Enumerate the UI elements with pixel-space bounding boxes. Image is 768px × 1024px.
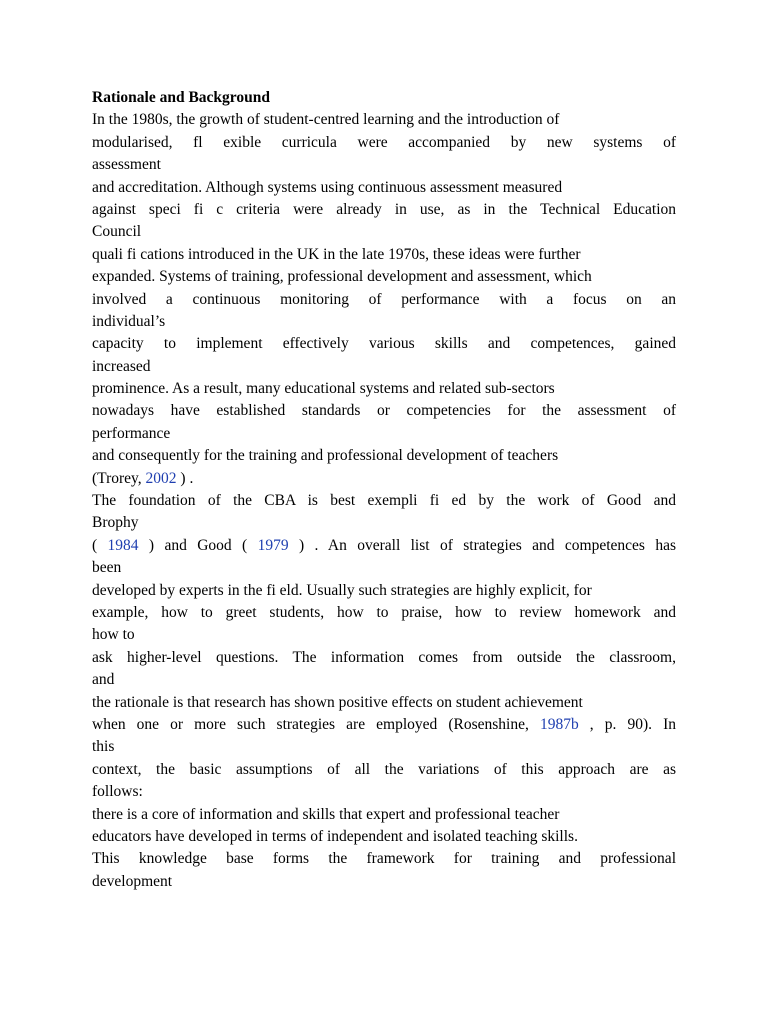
text-segment: educators have developed in terms of independent and isolated teaching skills. bbox=[92, 827, 578, 845]
document-body bbox=[92, 109, 676, 893]
text-line bbox=[92, 871, 676, 893]
citation-link[interactable]: 1979 bbox=[257, 536, 289, 554]
text-segment: This knowledge base forms the framework for training and professional bbox=[92, 850, 676, 868]
text-line bbox=[92, 781, 676, 803]
text-segment: this bbox=[92, 738, 115, 756]
text-segment: (Trorey, bbox=[92, 469, 146, 487]
text-line bbox=[92, 109, 676, 131]
text-line bbox=[92, 445, 676, 467]
text-line bbox=[92, 132, 676, 154]
text-segment: and consequently for the training and professional development of teachers bbox=[92, 447, 559, 465]
section-title: Rationale and Background bbox=[92, 89, 271, 106]
text-line bbox=[92, 244, 676, 266]
text-segment: Brophy bbox=[92, 514, 139, 532]
text-segment: expanded. Systems of training, professional development and assessment, which bbox=[92, 268, 592, 286]
text-segment: development bbox=[92, 872, 173, 890]
text-segment: been bbox=[92, 559, 122, 577]
text-line bbox=[92, 602, 676, 624]
text-line bbox=[92, 423, 676, 445]
text-line bbox=[92, 804, 676, 826]
text-segment: ) and Good ( bbox=[138, 536, 258, 554]
text-line bbox=[92, 714, 676, 736]
text-segment: ( bbox=[92, 536, 108, 554]
text-line bbox=[92, 400, 676, 422]
text-line bbox=[92, 356, 676, 378]
text-segment: there is a core of information and skills that expert and professional teacher bbox=[92, 805, 560, 823]
text-segment: the rationale is that research has shown positive effects on student achievement bbox=[92, 693, 583, 711]
text-line bbox=[92, 669, 676, 691]
text-line bbox=[92, 311, 676, 333]
text-line bbox=[92, 647, 676, 669]
text-segment: quali fi cations introduced in the UK in the late 1970s, these ideas were further bbox=[92, 245, 581, 263]
text-line bbox=[92, 266, 676, 288]
text-segment: individual’s bbox=[92, 312, 166, 330]
text-line bbox=[92, 826, 676, 848]
text-segment: when one or more such strategies are employed (Rosenshine, bbox=[92, 715, 540, 733]
text-segment: modularised, fl exible curricula were accompanied by new systems of bbox=[92, 133, 676, 151]
text-segment: example, how to greet students, how to praise, how to review homework and bbox=[92, 603, 676, 621]
text-line bbox=[92, 736, 676, 758]
text-segment: prominence. As a result, many educational systems and related sub-sectors bbox=[92, 380, 555, 398]
citation-link[interactable]: 2002 bbox=[145, 469, 177, 487]
text-line bbox=[92, 199, 676, 221]
text-segment: involved a continuous monitoring of performance with a focus on an bbox=[92, 290, 676, 308]
text-line bbox=[92, 289, 676, 311]
text-segment: context, the basic assumptions of all the variations of this approach are as bbox=[92, 760, 676, 778]
text-segment: and accreditation. Although systems using continuous assessment measured bbox=[92, 178, 563, 196]
citation-link[interactable]: 1987b bbox=[539, 715, 579, 733]
text-segment: performance bbox=[92, 424, 171, 442]
text-segment: how to bbox=[92, 626, 135, 644]
text-segment: increased bbox=[92, 357, 151, 375]
text-line bbox=[92, 154, 676, 176]
text-segment: and bbox=[92, 671, 115, 689]
citation-link[interactable]: 1984 bbox=[107, 536, 139, 554]
text-line bbox=[92, 512, 676, 534]
text-segment: In the 1980s, the growth of student-centred learning and the introduction of bbox=[92, 111, 560, 129]
text-segment: The foundation of the CBA is best exempli fi ed by the work of Good and bbox=[92, 492, 676, 510]
text-segment: , p. 90). In bbox=[578, 715, 676, 733]
text-line bbox=[92, 535, 676, 557]
text-line bbox=[92, 221, 676, 243]
text-line bbox=[92, 557, 676, 579]
text-line bbox=[92, 468, 676, 490]
text-segment: ask higher-level questions. The information comes from outside the classroom, bbox=[92, 648, 676, 666]
text-line bbox=[92, 333, 676, 355]
text-segment: Council bbox=[92, 223, 142, 241]
text-line bbox=[92, 177, 676, 199]
text-segment: against speci fi c criteria were already in use, as in the Technical Education bbox=[92, 200, 676, 218]
text-segment: ) . An overall list of strategies and competences has bbox=[288, 536, 676, 554]
document-page bbox=[92, 87, 676, 893]
text-line bbox=[92, 759, 676, 781]
text-segment: follows: bbox=[92, 783, 143, 801]
text-segment: capacity to implement effectively various skills and competences, gained bbox=[92, 335, 676, 353]
text-line bbox=[92, 848, 676, 870]
text-line bbox=[92, 692, 676, 714]
text-segment: ) . bbox=[176, 469, 194, 487]
text-segment: assessment bbox=[92, 156, 161, 174]
text-segment: nowadays have established standards or competencies for the assessment of bbox=[92, 402, 676, 420]
text-line bbox=[92, 624, 676, 646]
text-line bbox=[92, 378, 676, 400]
text-line bbox=[92, 580, 676, 602]
text-line bbox=[92, 490, 676, 512]
text-segment: developed by experts in the fi eld. Usually such strategies are highly explicit, for bbox=[92, 581, 592, 599]
